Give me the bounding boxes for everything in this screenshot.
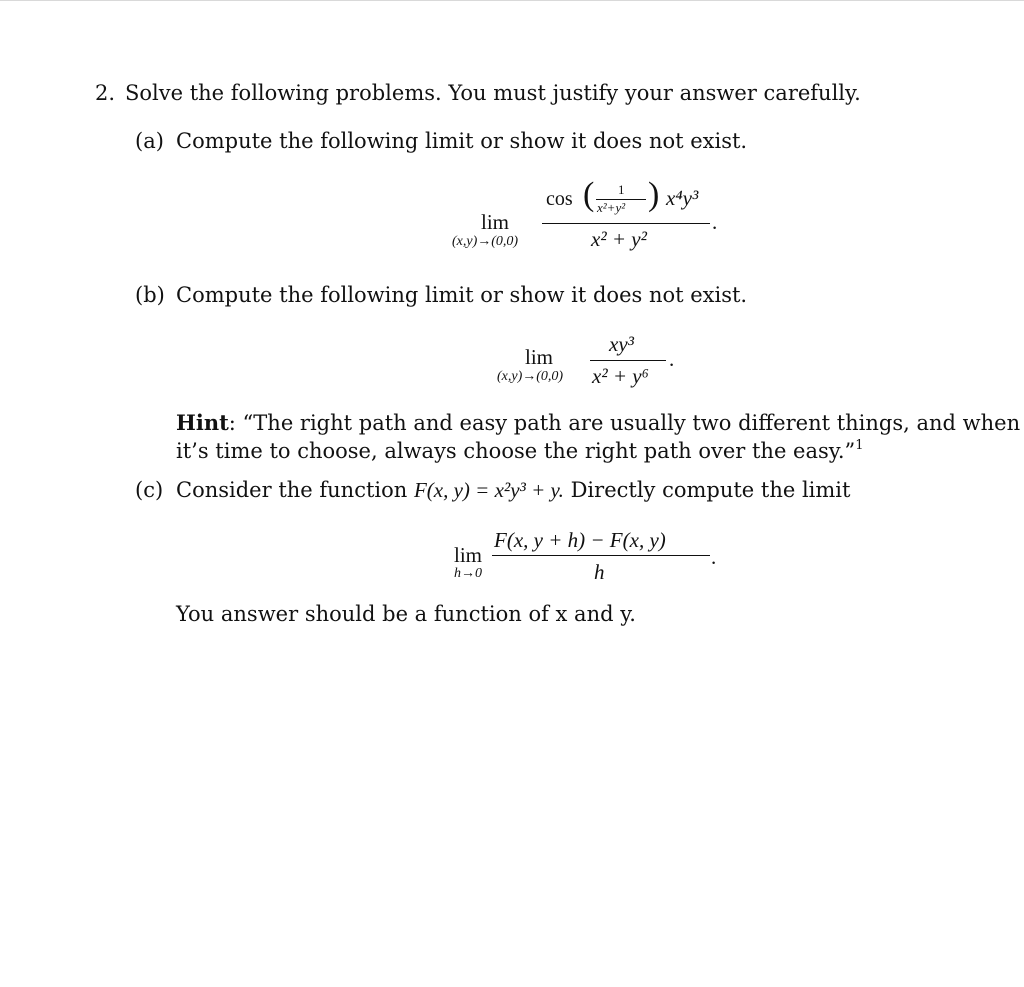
part-a-numerator-tail: x⁴y³ [666,186,699,210]
part-a-lim-subscript: (x,y)→(0,0) [452,234,519,249]
part-a-right-paren: ) [648,176,660,213]
part-b-fraction-bar [590,360,666,361]
part-a-text: Compute the following limit or show it does not exist. [176,129,748,153]
part-c-fraction-bar [492,555,710,556]
part-b-label: (b) [135,283,165,307]
hint-footnote: 1 [855,438,864,453]
part-a-small-denominator: x²+y² [597,200,626,215]
part-c-text [176,477,850,503]
part-a-left-paren: ( [583,176,595,213]
part-a-fraction-bar [542,223,710,224]
part-a-label: (a) [135,129,164,153]
part-c-lim-subscript: h→0 [454,566,482,581]
hint-line-2 [176,438,864,468]
part-c-period: . [711,545,717,569]
part-b-lim: lim [525,345,554,369]
part-a-small-numerator: 1 [618,182,625,197]
hint-line-1 [176,410,1020,436]
part-c-text-prefix: Consider the function [176,478,414,502]
part-c-function: F(x, y) = x²y³ + y. [413,478,564,502]
part-c-text-suffix: Directly compute the limit [563,478,851,502]
hint-label: Hint [176,410,229,435]
part-c-numerator: F(x, y + h) − F(x, y) [494,528,666,552]
hint-text-1: : “The right path and easy path are usually two different things, and when [228,411,1021,435]
part-b-lim-subscript: (x,y)→(0,0) [497,369,564,384]
hint-text-2: it’s time to choose, always choose the right path over the easy.” [176,439,856,463]
problem-intro: Solve the following problems. You must justify your answer carefully. [125,81,861,105]
part-a-denominator: x² + y² [591,227,647,251]
part-b-denominator: x² + y⁶ [592,364,649,388]
top-border [0,0,1024,1]
part-a-lim: lim [481,210,510,234]
part-b-text: Compute the following limit or show it does not exist. [176,283,748,307]
part-b-period: . [669,347,675,371]
part-c-denominator: h [594,560,605,584]
problem-number: 2. [95,81,116,105]
part-b-numerator: xy³ [609,332,634,356]
part-c-answer-note: You answer should be a function of x and y. [176,602,636,626]
part-c-lim: lim [454,543,483,567]
part-a-period: . [712,210,718,234]
part-c-label: (c) [135,478,164,502]
part-a-cos: cos [546,188,573,210]
